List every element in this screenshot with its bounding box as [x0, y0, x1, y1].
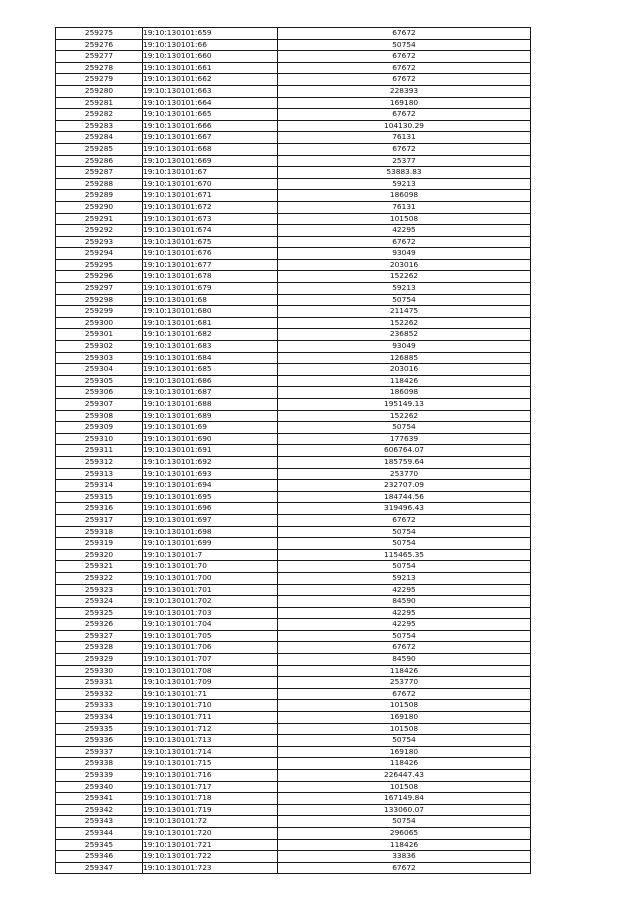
- value-cell: 67672: [278, 74, 531, 86]
- cadastral-number-cell: 19:10:130101:684: [143, 352, 278, 364]
- value-cell: 84590: [278, 654, 531, 666]
- cadastral-number-cell: 19:10:130101:698: [143, 526, 278, 538]
- value-cell: 67672: [278, 642, 531, 654]
- value-cell: 42295: [278, 225, 531, 237]
- table-row: [56, 572, 531, 584]
- cadastral-number-cell: 19:10:130101:670: [143, 178, 278, 190]
- table-row: [56, 248, 531, 260]
- value-cell: 167149.84: [278, 793, 531, 805]
- value-cell: 101508: [278, 700, 531, 712]
- row-number-cell: 259314: [56, 480, 143, 492]
- cadastral-number-cell: 19:10:130101:668: [143, 143, 278, 155]
- row-number-cell: 259319: [56, 538, 143, 550]
- row-number-cell: 259320: [56, 549, 143, 561]
- value-cell: 195149.13: [278, 399, 531, 411]
- table-row: [56, 167, 531, 179]
- value-cell: 93049: [278, 341, 531, 353]
- cadastral-number-cell: 19:10:130101:704: [143, 619, 278, 631]
- table-row: [56, 665, 531, 677]
- cadastral-number-cell: 19:10:130101:693: [143, 468, 278, 480]
- value-cell: 67672: [278, 514, 531, 526]
- cadastral-number-cell: 19:10:130101:69: [143, 422, 278, 434]
- cadastral-number-cell: 19:10:130101:688: [143, 399, 278, 411]
- value-cell: 296065: [278, 827, 531, 839]
- cadastral-number-cell: 19:10:130101:719: [143, 804, 278, 816]
- cadastral-number-cell: 19:10:130101:705: [143, 630, 278, 642]
- cadastral-number-cell: 19:10:130101:675: [143, 236, 278, 248]
- cadastral-number-cell: 19:10:130101:712: [143, 723, 278, 735]
- value-cell: 67672: [278, 236, 531, 248]
- value-cell: 67672: [278, 688, 531, 700]
- row-number-cell: 259339: [56, 770, 143, 782]
- cadastral-number-cell: 19:10:130101:672: [143, 201, 278, 213]
- table-row: [56, 781, 531, 793]
- table-row: [56, 225, 531, 237]
- value-cell: 50754: [278, 561, 531, 573]
- cadastral-number-cell: 19:10:130101:686: [143, 375, 278, 387]
- cadastral-number-cell: 19:10:130101:667: [143, 132, 278, 144]
- value-cell: 211475: [278, 306, 531, 318]
- row-number-cell: 259276: [56, 39, 143, 51]
- value-cell: 232707.09: [278, 480, 531, 492]
- table-row: [56, 735, 531, 747]
- cadastral-number-cell: 19:10:130101:679: [143, 283, 278, 295]
- table-row: [56, 746, 531, 758]
- table-row: [56, 51, 531, 63]
- table-row: [56, 654, 531, 666]
- cadastral-number-cell: 19:10:130101:718: [143, 793, 278, 805]
- cadastral-number-cell: 19:10:130101:708: [143, 665, 278, 677]
- cadastral-number-cell: 19:10:130101:677: [143, 259, 278, 271]
- table-row: [56, 109, 531, 121]
- row-number-cell: 259332: [56, 688, 143, 700]
- table-row: [56, 561, 531, 573]
- row-number-cell: 259342: [56, 804, 143, 816]
- row-number-cell: 259317: [56, 514, 143, 526]
- table-row: [56, 259, 531, 271]
- row-number-cell: 259327: [56, 630, 143, 642]
- value-cell: 50754: [278, 526, 531, 538]
- table-row: [56, 526, 531, 538]
- row-number-cell: 259345: [56, 839, 143, 851]
- table-row: [56, 306, 531, 318]
- table-row: [56, 352, 531, 364]
- row-number-cell: 259329: [56, 654, 143, 666]
- cadastral-number-cell: 19:10:130101:696: [143, 503, 278, 515]
- value-cell: 33836: [278, 851, 531, 863]
- cadastral-number-cell: 19:10:130101:717: [143, 781, 278, 793]
- value-cell: 67672: [278, 143, 531, 155]
- value-cell: 59213: [278, 178, 531, 190]
- cadastral-number-cell: 19:10:130101:685: [143, 364, 278, 376]
- row-number-cell: 259292: [56, 225, 143, 237]
- row-number-cell: 259289: [56, 190, 143, 202]
- table-row: [56, 433, 531, 445]
- row-number-cell: 259337: [56, 746, 143, 758]
- value-cell: 101508: [278, 781, 531, 793]
- cadastral-number-cell: 19:10:130101:71: [143, 688, 278, 700]
- value-cell: 67672: [278, 62, 531, 74]
- table-row: [56, 410, 531, 422]
- cadastral-number-cell: 19:10:130101:720: [143, 827, 278, 839]
- cadastral-number-cell: 19:10:130101:695: [143, 491, 278, 503]
- table-row: [56, 236, 531, 248]
- cadastral-number-cell: 19:10:130101:68: [143, 294, 278, 306]
- row-number-cell: 259287: [56, 167, 143, 179]
- row-number-cell: 259303: [56, 352, 143, 364]
- cadastral-number-cell: 19:10:130101:694: [143, 480, 278, 492]
- table-row: [56, 688, 531, 700]
- cadastral-number-cell: 19:10:130101:713: [143, 735, 278, 747]
- table-row: [56, 596, 531, 608]
- cadastral-number-cell: 19:10:130101:673: [143, 213, 278, 225]
- cadastral-number-cell: 19:10:130101:711: [143, 712, 278, 724]
- value-cell: 253770: [278, 468, 531, 480]
- value-cell: 50754: [278, 538, 531, 550]
- row-number-cell: 259279: [56, 74, 143, 86]
- row-number-cell: 259336: [56, 735, 143, 747]
- cadastral-number-cell: 19:10:130101:682: [143, 329, 278, 341]
- row-number-cell: 259306: [56, 387, 143, 399]
- row-number-cell: 259309: [56, 422, 143, 434]
- row-number-cell: 259311: [56, 445, 143, 457]
- row-number-cell: 259278: [56, 62, 143, 74]
- value-cell: 50754: [278, 294, 531, 306]
- row-number-cell: 259334: [56, 712, 143, 724]
- row-number-cell: 259346: [56, 851, 143, 863]
- table-row: [56, 816, 531, 828]
- row-number-cell: 259281: [56, 97, 143, 109]
- row-number-cell: 259324: [56, 596, 143, 608]
- cadastral-number-cell: 19:10:130101:67: [143, 167, 278, 179]
- row-number-cell: 259307: [56, 399, 143, 411]
- table-row: [56, 143, 531, 155]
- table-row: [56, 793, 531, 805]
- row-number-cell: 259331: [56, 677, 143, 689]
- row-number-cell: 259340: [56, 781, 143, 793]
- row-number-cell: 259297: [56, 283, 143, 295]
- table-row: [56, 294, 531, 306]
- cadastral-number-cell: 19:10:130101:72: [143, 816, 278, 828]
- cadastral-number-cell: 19:10:130101:700: [143, 572, 278, 584]
- cadastral-number-cell: 19:10:130101:659: [143, 28, 278, 40]
- table-row: [56, 514, 531, 526]
- table-row: [56, 538, 531, 550]
- table-row: [56, 178, 531, 190]
- cadastral-number-cell: 19:10:130101:714: [143, 746, 278, 758]
- cadastral-number-cell: 19:10:130101:687: [143, 387, 278, 399]
- table-row: [56, 851, 531, 863]
- cadastral-number-cell: 19:10:130101:703: [143, 607, 278, 619]
- value-cell: 169180: [278, 712, 531, 724]
- table-row: [56, 503, 531, 515]
- cadastral-number-cell: 19:10:130101:702: [143, 596, 278, 608]
- value-cell: 118426: [278, 839, 531, 851]
- value-cell: 50754: [278, 422, 531, 434]
- table-row: [56, 607, 531, 619]
- table-row: [56, 758, 531, 770]
- value-cell: 226447.43: [278, 770, 531, 782]
- value-cell: 53883.83: [278, 167, 531, 179]
- value-cell: 104130.29: [278, 120, 531, 132]
- row-number-cell: 259299: [56, 306, 143, 318]
- value-cell: 42295: [278, 607, 531, 619]
- table-row: [56, 375, 531, 387]
- table-row: [56, 132, 531, 144]
- table-row: [56, 677, 531, 689]
- value-cell: 236852: [278, 329, 531, 341]
- table-row: [56, 804, 531, 816]
- table-row: [56, 399, 531, 411]
- value-cell: 50754: [278, 630, 531, 642]
- value-cell: 228393: [278, 85, 531, 97]
- value-cell: 186098: [278, 387, 531, 399]
- value-cell: 25377: [278, 155, 531, 167]
- value-cell: 606764.07: [278, 445, 531, 457]
- row-number-cell: 259326: [56, 619, 143, 631]
- table-row: [56, 201, 531, 213]
- table-row: [56, 155, 531, 167]
- value-cell: 152262: [278, 410, 531, 422]
- table-row: [56, 480, 531, 492]
- value-cell: 118426: [278, 665, 531, 677]
- table-row: [56, 456, 531, 468]
- row-number-cell: 259325: [56, 607, 143, 619]
- value-cell: 186098: [278, 190, 531, 202]
- row-number-cell: 259328: [56, 642, 143, 654]
- value-cell: 84590: [278, 596, 531, 608]
- cadastral-number-cell: 19:10:130101:662: [143, 74, 278, 86]
- cadastral-number-cell: 19:10:130101:666: [143, 120, 278, 132]
- row-number-cell: 259305: [56, 375, 143, 387]
- value-cell: 118426: [278, 375, 531, 387]
- row-number-cell: 259286: [56, 155, 143, 167]
- value-cell: 169180: [278, 746, 531, 758]
- table-row: [56, 468, 531, 480]
- table-row: [56, 491, 531, 503]
- table-row: [56, 97, 531, 109]
- cadastral-number-cell: 19:10:130101:660: [143, 51, 278, 63]
- value-cell: 319496.43: [278, 503, 531, 515]
- row-number-cell: 259296: [56, 271, 143, 283]
- row-number-cell: 259310: [56, 433, 143, 445]
- row-number-cell: 259316: [56, 503, 143, 515]
- cadastral-number-cell: 19:10:130101:70: [143, 561, 278, 573]
- row-number-cell: 259280: [56, 85, 143, 97]
- table-row: [56, 317, 531, 329]
- table-row: [56, 387, 531, 399]
- row-number-cell: 259308: [56, 410, 143, 422]
- row-number-cell: 259293: [56, 236, 143, 248]
- value-cell: 50754: [278, 735, 531, 747]
- cadastral-number-cell: 19:10:130101:691: [143, 445, 278, 457]
- cadastral-number-cell: 19:10:130101:689: [143, 410, 278, 422]
- table-row: [56, 28, 531, 40]
- table-row: [56, 642, 531, 654]
- value-cell: 101508: [278, 723, 531, 735]
- cadastral-value-table: [55, 27, 531, 874]
- value-cell: 253770: [278, 677, 531, 689]
- row-number-cell: 259291: [56, 213, 143, 225]
- value-cell: 67672: [278, 28, 531, 40]
- table-row: [56, 770, 531, 782]
- cadastral-number-cell: 19:10:130101:66: [143, 39, 278, 51]
- value-cell: 185759.64: [278, 456, 531, 468]
- value-cell: 76131: [278, 201, 531, 213]
- row-number-cell: 259298: [56, 294, 143, 306]
- cadastral-number-cell: 19:10:130101:707: [143, 654, 278, 666]
- cadastral-number-cell: 19:10:130101:690: [143, 433, 278, 445]
- row-number-cell: 259315: [56, 491, 143, 503]
- table-row: [56, 862, 531, 874]
- value-cell: 118426: [278, 758, 531, 770]
- table-row: [56, 723, 531, 735]
- row-number-cell: 259323: [56, 584, 143, 596]
- table-row: [56, 341, 531, 353]
- cadastral-number-cell: 19:10:130101:7: [143, 549, 278, 561]
- cadastral-number-cell: 19:10:130101:661: [143, 62, 278, 74]
- table-row: [56, 190, 531, 202]
- value-cell: 152262: [278, 271, 531, 283]
- row-number-cell: 259277: [56, 51, 143, 63]
- value-cell: 152262: [278, 317, 531, 329]
- cadastral-number-cell: 19:10:130101:676: [143, 248, 278, 260]
- cadastral-number-cell: 19:10:130101:699: [143, 538, 278, 550]
- cadastral-number-cell: 19:10:130101:723: [143, 862, 278, 874]
- row-number-cell: 259294: [56, 248, 143, 260]
- table-row: [56, 283, 531, 295]
- table-row: [56, 619, 531, 631]
- cadastral-number-cell: 19:10:130101:721: [143, 839, 278, 851]
- cadastral-number-cell: 19:10:130101:692: [143, 456, 278, 468]
- table-row: [56, 422, 531, 434]
- row-number-cell: 259318: [56, 526, 143, 538]
- cadastral-number-cell: 19:10:130101:722: [143, 851, 278, 863]
- cadastral-number-cell: 19:10:130101:683: [143, 341, 278, 353]
- row-number-cell: 259283: [56, 120, 143, 132]
- cadastral-number-cell: 19:10:130101:665: [143, 109, 278, 121]
- table-row: [56, 549, 531, 561]
- table-row: [56, 329, 531, 341]
- row-number-cell: 259322: [56, 572, 143, 584]
- table-row: [56, 630, 531, 642]
- value-cell: 169180: [278, 97, 531, 109]
- row-number-cell: 259344: [56, 827, 143, 839]
- cadastral-number-cell: 19:10:130101:681: [143, 317, 278, 329]
- cadastral-number-cell: 19:10:130101:678: [143, 271, 278, 283]
- cadastral-number-cell: 19:10:130101:697: [143, 514, 278, 526]
- value-cell: 59213: [278, 283, 531, 295]
- row-number-cell: 259341: [56, 793, 143, 805]
- cadastral-number-cell: 19:10:130101:716: [143, 770, 278, 782]
- value-cell: 177639: [278, 433, 531, 445]
- cadastral-number-cell: 19:10:130101:663: [143, 85, 278, 97]
- value-cell: 67672: [278, 109, 531, 121]
- row-number-cell: 259330: [56, 665, 143, 677]
- value-cell: 42295: [278, 619, 531, 631]
- row-number-cell: 259301: [56, 329, 143, 341]
- table-row: [56, 271, 531, 283]
- table-row: [56, 712, 531, 724]
- row-number-cell: 259288: [56, 178, 143, 190]
- cadastral-number-cell: 19:10:130101:715: [143, 758, 278, 770]
- table-row: [56, 700, 531, 712]
- value-cell: 76131: [278, 132, 531, 144]
- table-row: [56, 839, 531, 851]
- table-row: [56, 120, 531, 132]
- table-row: [56, 74, 531, 86]
- row-number-cell: 259290: [56, 201, 143, 213]
- cadastral-number-cell: 19:10:130101:674: [143, 225, 278, 237]
- cadastral-number-cell: 19:10:130101:680: [143, 306, 278, 318]
- row-number-cell: 259295: [56, 259, 143, 271]
- value-cell: 133060.07: [278, 804, 531, 816]
- table-body: [56, 28, 531, 874]
- table-row: [56, 39, 531, 51]
- row-number-cell: 259343: [56, 816, 143, 828]
- row-number-cell: 259333: [56, 700, 143, 712]
- value-cell: 67672: [278, 51, 531, 63]
- value-cell: 59213: [278, 572, 531, 584]
- cadastral-number-cell: 19:10:130101:671: [143, 190, 278, 202]
- cadastral-number-cell: 19:10:130101:664: [143, 97, 278, 109]
- table-row: [56, 62, 531, 74]
- value-cell: 115465.35: [278, 549, 531, 561]
- value-cell: 93049: [278, 248, 531, 260]
- row-number-cell: 259312: [56, 456, 143, 468]
- row-number-cell: 259282: [56, 109, 143, 121]
- row-number-cell: 259285: [56, 143, 143, 155]
- cadastral-number-cell: 19:10:130101:669: [143, 155, 278, 167]
- row-number-cell: 259304: [56, 364, 143, 376]
- row-number-cell: 259300: [56, 317, 143, 329]
- value-cell: 50754: [278, 39, 531, 51]
- table-row: [56, 584, 531, 596]
- table-row: [56, 364, 531, 376]
- table-row: [56, 213, 531, 225]
- row-number-cell: 259347: [56, 862, 143, 874]
- row-number-cell: 259284: [56, 132, 143, 144]
- value-cell: 50754: [278, 816, 531, 828]
- value-cell: 203016: [278, 364, 531, 376]
- value-cell: 101508: [278, 213, 531, 225]
- row-number-cell: 259338: [56, 758, 143, 770]
- value-cell: 67672: [278, 862, 531, 874]
- row-number-cell: 259313: [56, 468, 143, 480]
- value-cell: 126885: [278, 352, 531, 364]
- row-number-cell: 259302: [56, 341, 143, 353]
- value-cell: 184744.56: [278, 491, 531, 503]
- value-cell: 42295: [278, 584, 531, 596]
- cadastral-number-cell: 19:10:130101:701: [143, 584, 278, 596]
- table-row: [56, 445, 531, 457]
- row-number-cell: 259275: [56, 28, 143, 40]
- table-row: [56, 827, 531, 839]
- value-cell: 203016: [278, 259, 531, 271]
- cadastral-number-cell: 19:10:130101:706: [143, 642, 278, 654]
- cadastral-number-cell: 19:10:130101:710: [143, 700, 278, 712]
- table-row: [56, 85, 531, 97]
- row-number-cell: 259335: [56, 723, 143, 735]
- cadastral-number-cell: 19:10:130101:709: [143, 677, 278, 689]
- row-number-cell: 259321: [56, 561, 143, 573]
